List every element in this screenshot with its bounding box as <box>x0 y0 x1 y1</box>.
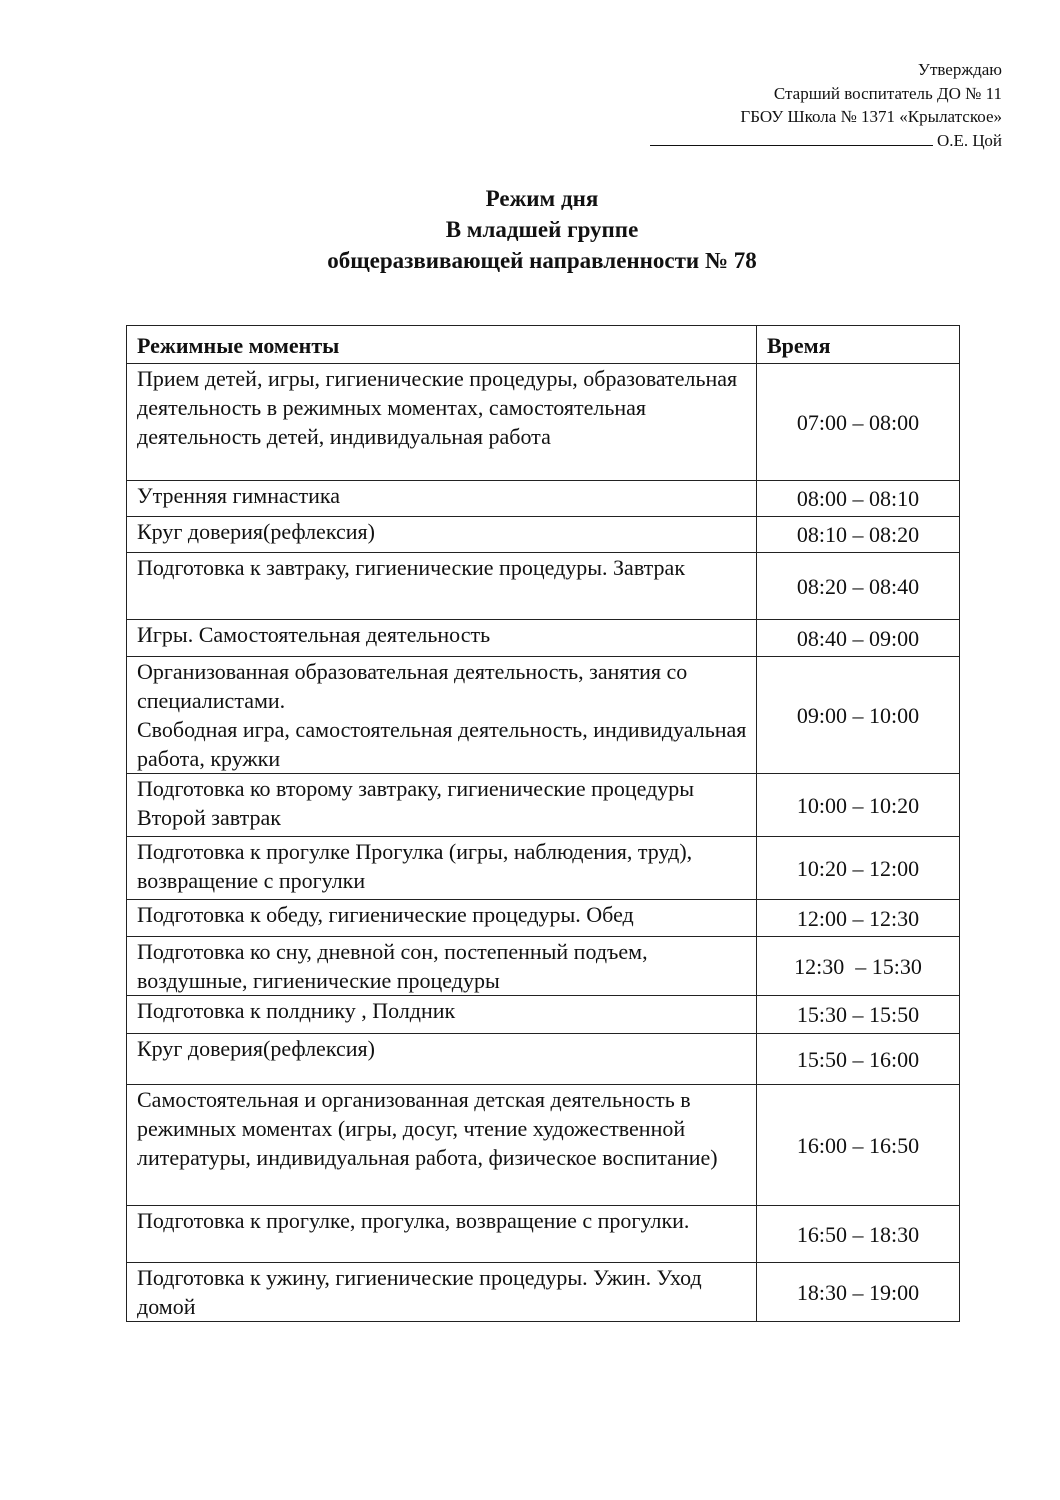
activity-cell: Круг доверия(рефлексия) <box>127 517 757 553</box>
time-cell: 16:50 – 18:30 <box>757 1206 960 1263</box>
table-row <box>127 996 960 1034</box>
table-row <box>127 553 960 620</box>
title-line-2: В младшей группе <box>445 217 639 242</box>
schedule-table <box>126 325 960 1322</box>
table-header-row <box>127 326 960 364</box>
approval-title: Утверждаю <box>917 60 1002 79</box>
table-row <box>127 1263 960 1322</box>
activity-cell: Самостоятельная и организованная детская деятельность в режимных моментах (игры, досуг, чтение художественной литературы, индивидуальная работа, физическое воспитание) <box>127 1085 757 1206</box>
time-cell: 12:30 – 15:30 <box>757 937 960 996</box>
column-header-time: Время <box>757 326 960 364</box>
table-row <box>127 1034 960 1085</box>
approval-organization: ГБОУ Школа № 1371 «Крылатское» <box>740 107 1002 126</box>
approval-signer: О.Е. Цой <box>936 130 1002 150</box>
table-row <box>127 774 960 837</box>
activity-cell: Подготовка к ужину, гигиенические процедуры. Ужин. Уход домой <box>127 1263 757 1322</box>
approval-signature-row <box>650 129 1002 153</box>
activity-cell: Организованная образовательная деятельность, занятия со специалистами. Свободная игра, самостоятельная деятельность, индивидуальная работа, кружки <box>127 657 757 774</box>
time-cell: 08:10 – 08:20 <box>757 517 960 553</box>
approval-block <box>650 58 1002 152</box>
document-title <box>0 183 1060 276</box>
activity-cell: Игры. Самостоятельная деятельность <box>127 620 757 657</box>
time-cell: 15:50 – 16:00 <box>757 1034 960 1085</box>
activity-cell: Подготовка ко сну, дневной сон, постепенный подъем, воздушные, гигиенические процедуры <box>127 937 757 996</box>
time-cell: 16:00 – 16:50 <box>757 1085 960 1206</box>
table-row <box>127 837 960 900</box>
activity-cell: Подготовка к полднику , Полдник <box>127 996 757 1034</box>
table-row <box>127 1206 960 1263</box>
column-header-activity: Режимные моменты <box>127 326 757 364</box>
activity-cell: Подготовка к прогулке Прогулка (игры, наблюдения, труд), возвращение с прогулки <box>127 837 757 900</box>
activity-cell: Подготовка к прогулке, прогулка, возвращение с прогулки. <box>127 1206 757 1263</box>
time-cell: 08:40 – 09:00 <box>757 620 960 657</box>
table-row <box>127 657 960 774</box>
time-cell: 08:20 – 08:40 <box>757 553 960 620</box>
signature-line <box>650 129 933 146</box>
title-line-1: Режим дня <box>485 186 599 211</box>
table-row <box>127 364 960 481</box>
activity-cell: Подготовка ко второму завтраку, гигиенические процедуры Второй завтрак <box>127 774 757 837</box>
time-cell: 10:00 – 10:20 <box>757 774 960 837</box>
table-row <box>127 517 960 553</box>
table-row <box>127 481 960 517</box>
time-cell: 08:00 – 08:10 <box>757 481 960 517</box>
time-cell: 07:00 – 08:00 <box>757 364 960 481</box>
table-row <box>127 937 960 996</box>
activity-cell: Круг доверия(рефлексия) <box>127 1034 757 1085</box>
table-row <box>127 620 960 657</box>
table-row <box>127 900 960 937</box>
time-cell: 10:20 – 12:00 <box>757 837 960 900</box>
activity-cell: Подготовка к обеду, гигиенические процедуры. Обед <box>127 900 757 937</box>
activity-cell: Подготовка к завтраку, гигиенические процедуры. Завтрак <box>127 553 757 620</box>
table-row <box>127 1085 960 1206</box>
activity-cell: Прием детей, игры, гигиенические процедуры, образовательная деятельность в режимных моментах, самостоятельная деятельность детей, индивидуальная работа <box>127 364 757 481</box>
time-cell: 15:30 – 15:50 <box>757 996 960 1034</box>
activity-cell: Утренняя гимнастика <box>127 481 757 517</box>
schedule-body <box>127 364 960 1322</box>
time-cell: 09:00 – 10:00 <box>757 657 960 774</box>
time-cell: 18:30 – 19:00 <box>757 1263 960 1322</box>
time-cell: 12:00 – 12:30 <box>757 900 960 937</box>
approval-position: Старший воспитатель ДО № 11 <box>773 83 1002 103</box>
title-line-3: общеразвивающей направленности № 78 <box>327 248 757 273</box>
